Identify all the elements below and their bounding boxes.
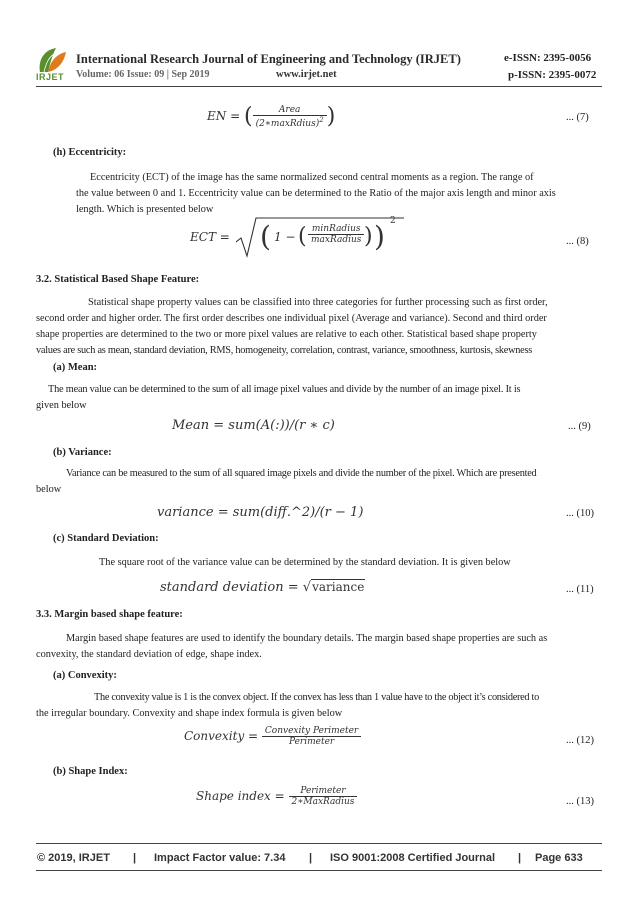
equation-9: Mean = sum(A(:))/(r ∗ c) — [172, 418, 335, 433]
eq8-exponent: 2 — [390, 216, 396, 226]
heading-convexity: (a) Convexity: — [53, 670, 117, 681]
para-line: the irregular boundary. Convexity and shape index formula is given below — [36, 708, 343, 719]
heading-standard-deviation: (c) Standard Deviation: — [53, 533, 159, 544]
eq11-lhs: standard deviation = — [160, 580, 299, 595]
para-eccentricity — [76, 170, 601, 218]
equation-12 — [184, 726, 361, 747]
para-line: Eccentricity (ECT) of the image has the same normalized second central moments as a region. The range of — [90, 172, 534, 183]
equation-11 — [160, 580, 365, 595]
para-line: shape properties are determined to the two or more pixel values are relative to each other. Statistical based shape property — [36, 329, 537, 340]
radical-icon: √ — [302, 580, 312, 595]
journal-website[interactable]: www.irjet.net — [276, 69, 337, 80]
para-line: the value between 0 and 1. Eccentricity value can be determined to the Ratio of the major axis length and minor axis — [76, 188, 556, 199]
para-line: length. Which is presented below — [76, 204, 214, 215]
para-line: given below — [36, 400, 87, 411]
footer-separator: | — [518, 852, 522, 864]
heading-section-3-3: 3.3. Margin based shape feature: — [36, 609, 183, 620]
para-mean — [36, 382, 601, 414]
footer-impact-factor: Impact Factor value: 7.34 — [154, 852, 286, 864]
heading-shape-index: (b) Shape Index: — [53, 766, 128, 777]
footer-separator: | — [133, 852, 137, 864]
equation-12-number: ... (12) — [566, 735, 594, 746]
para-line: Variance can be measured to the sum of all squared image pixels and divide the number of the pixel. Which are presented — [66, 468, 537, 479]
eq7-denominator: (2∗maxRdius) — [255, 118, 320, 129]
footer-rule — [36, 843, 602, 844]
equation-10: variance = sum(diff.^2)/(r − 1) — [157, 505, 364, 520]
eq8-numerator: minRadius — [308, 224, 364, 235]
eq7-numerator: Area — [253, 105, 327, 116]
equation-13 — [196, 786, 357, 807]
para-line: below — [36, 484, 62, 495]
equation-8-number: ... (8) — [566, 236, 589, 247]
equation-7: EN = ( $\frac{\text{Area}}{(2∗maxRdius)^2}$ ) — [207, 104, 336, 129]
eq13-lhs: Shape index = — [196, 789, 285, 803]
para-line: second order and higher order. The first order describes one individual pixel (Average and variance). Second and third order — [36, 313, 547, 324]
logo-text: IRJET — [36, 72, 65, 82]
para-margin — [36, 631, 601, 663]
eq12-numerator: Convexity Perimeter — [262, 726, 361, 737]
eq7-exponent: 2 — [319, 115, 324, 124]
journal-logo — [34, 44, 72, 84]
eissn: e-ISSN: 2395-0056 — [504, 52, 592, 64]
equation-9-number: ... (9) — [568, 421, 591, 432]
para-line: The convexity value is 1 is the convex object. If the convex has less than 1 value have to the object it’s considered to — [94, 692, 539, 703]
journal-title: International Research Journal of Engineering and Technology (IRJET) — [76, 52, 461, 66]
equation-13-number: ... (13) — [566, 796, 594, 807]
footer-copyright: © 2019, IRJET — [37, 852, 110, 864]
para-statistical — [36, 295, 601, 359]
para-line: The square root of the variance value can be determined by the standard deviation. It is given below — [99, 557, 511, 568]
header-rule — [36, 86, 602, 87]
eq11-radicand: variance — [312, 580, 365, 594]
footer-separator: | — [309, 852, 313, 864]
para-convexity — [36, 690, 601, 722]
equation-10-number: ... (10) — [566, 508, 594, 519]
para-line: Statistical shape property values can be classified into three categories for further processing such as first order, — [88, 297, 548, 308]
eq8-denominator: maxRadius — [311, 235, 362, 245]
heading-section-3-2: 3.2. Statistical Based Shape Feature: — [36, 274, 200, 285]
para-variance — [36, 466, 601, 498]
heading-variance: (b) Variance: — [53, 447, 112, 458]
equation-11-number: ... (11) — [566, 584, 594, 595]
para-line: convexity, the standard deviation of edge, shape index. — [36, 649, 262, 660]
eq13-numerator: Perimeter — [289, 786, 358, 797]
para-line: values are such as mean, standard deviation, RMS, homogeneity, correlation, contrast, variance, smoothness, kurtosis, skewness — [36, 345, 532, 356]
pissn: p-ISSN: 2395-0072 — [508, 69, 597, 81]
footer-iso: ISO 9001:2008 Certified Journal — [330, 852, 496, 864]
footer-page-number: Page 633 — [535, 852, 583, 864]
para-line: Margin based shape features are used to identify the boundary details. The margin based shape properties are such as — [66, 633, 548, 644]
eq13-denominator: 2∗MaxRadius — [291, 797, 355, 807]
heading-mean: (a) Mean: — [53, 362, 98, 373]
heading-eccentricity: (h) Eccentricity: — [53, 147, 127, 158]
footer-bottom-rule — [36, 870, 602, 871]
eq8-lhs: ECT = — [190, 230, 230, 244]
eq12-lhs: Convexity = — [184, 729, 259, 743]
para-standard-deviation — [99, 555, 599, 571]
eq8-one-minus: 1 − — [274, 230, 296, 244]
eq7-lhs: EN = — [207, 109, 241, 123]
eq12-denominator: Perimeter — [288, 737, 335, 747]
para-line: The mean value can be determined to the sum of all image pixel values and divide by the number of an image pixel. It is — [48, 384, 521, 395]
equation-7-number: ... (7) — [566, 112, 589, 123]
volume-issue: Volume: 06 Issue: 09 | Sep 2019 — [76, 69, 210, 80]
